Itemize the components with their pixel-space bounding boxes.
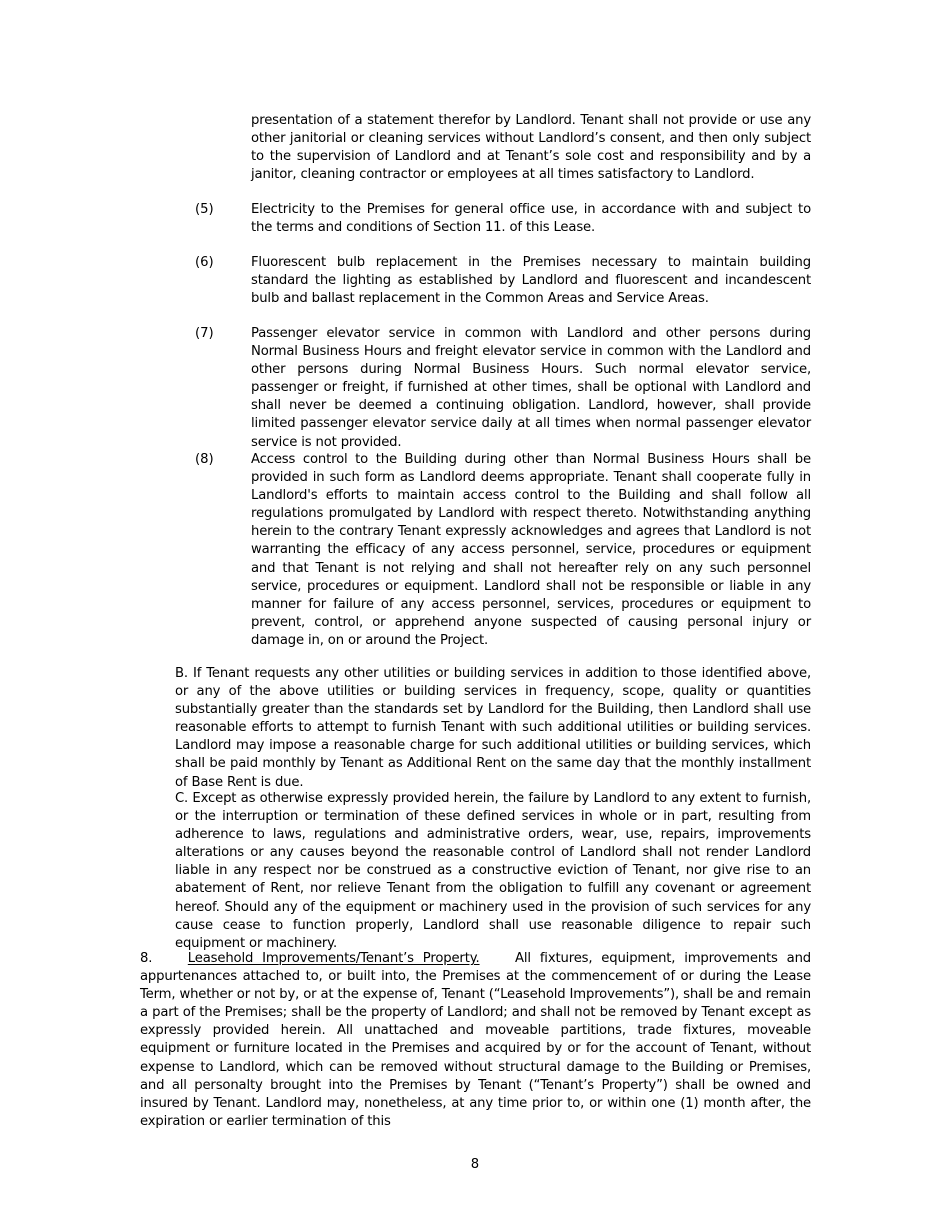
item-number: (5) (195, 202, 214, 217)
item-number: (7) (195, 326, 214, 341)
page-number: 8 (470, 1157, 480, 1172)
item-number: (6) (195, 255, 214, 270)
paragraph-b: B. If Tenant requests any other utilities or building services in addition to those identified above, or any of the above utilities or building services in frequency, scope, quality or quantities substantially greater than the standards set by Landlord for the Building, then Landlord shall use reasonable efforts to attempt to furnish Tenant with such additional utilities or building services. Landlord may impose a reasonable charge for such additional utilities or building services, which shall be paid monthly by Tenant as Additional Rent on the same day that the monthly installment of Base Rent is due. (175, 666, 811, 790)
item-text: Electricity to the Premises for general office use, in accordance with and subject to the terms and conditions of Section 11. of this Lease. (251, 202, 811, 236)
section-8 (140, 950, 811, 1131)
list-item (195, 325, 811, 452)
item-text: Fluorescent bulb replacement in the Premises necessary to maintain building standard the lighting as established by Landlord and fluorescent and incandescent bulb and ballast replacement in the Common Areas and Service Areas. (251, 255, 811, 307)
item-text: Access control to the Building during other than Normal Business Hours shall be provided in such form as Landlord deems appropriate. Tenant shall cooperate fully in Landlord's efforts to maintain access control to the Building and shall follow all regulations promulgated by Landlord with respect thereto. Notwithstanding anything herein to the contrary Tenant expressly acknowledges and agrees that Landlord is not warranting the efficacy of any access personnel, service, procedures or equipment and that Tenant is not relying and shall not hereafter rely on any such personnel service, procedures or equipment. Landlord shall not be responsible or liable in any manner for failure of any access personnel, services, procedures or equipment to prevent, control, or apprehend anyone suspected of causing personal injury or damage in, on or around the Project. (251, 452, 811, 648)
item-number: (8) (195, 452, 214, 467)
section-number: 8. (140, 951, 153, 966)
continuation-paragraph: presentation of a statement therefor by Landlord. Tenant shall not provide or use any other janitorial or cleaning services without Landlord’s consent, and then only subject to the supervision of Landlord and at Tenant’s sole cost and responsibility and by a janitor, cleaning contractor or employees at all times satisfactory to Landlord. (251, 113, 811, 183)
list-item (195, 254, 811, 308)
paragraph-c: C. Except as otherwise expressly provided herein, the failure by Landlord to any extent to furnish, or the interruption or termination of these defined services in whole or in part, resulting from adherence to laws, regulations and administrative orders, wear, use, repairs, improvements alterations or any causes beyond the reasonable control of Landlord shall not render Landlord liable in any respect nor be construed as a constructive eviction of Tenant, nor give rise to an abatement of Rent, nor relieve Tenant from the obligation to fulfill any covenant or agreement hereof. Should any of the equipment or machinery used in the provision of such services for any cause cease to function properly, Landlord shall use reasonable diligence to repair such equipment or machinery. (175, 791, 811, 951)
list-item (195, 451, 811, 650)
section-heading: Leasehold Improvements/Tenant’s Property. (187, 951, 480, 966)
list-item (195, 201, 811, 237)
section-text: All fixtures, equipment, improvements and appurtenances attached to, or built into, the Premises at the commencement of or during the Lease Term, whether or not by, or at the expense of, Tenant (“Leasehold Improvements”), shall be and remain a part of the Premises; shall be the property of Landlord; and shall not be removed by Tenant except as expressly provided herein. All unattached and moveable partitions, trade fixtures, moveable equipment or furniture located in the Premises and acquired by or for the account of Tenant, without expense to Landlord, which can be removed without structural damage to the Building or Premises, and all personalty brought into the Premises by Tenant (“Tenant’s Property”) shall be owned and insured by Tenant. Landlord may, nonetheless, at any time prior to, or within one (1) month after, the expiration or earlier termination of this (140, 951, 812, 1129)
item-text: Passenger elevator service in common with Landlord and other persons during Normal Business Hours and freight elevator service in common with the Landlord and other persons during Normal Business Hours. Such normal elevator service, passenger or freight, if furnished at other times, shall be optional with Landlord and shall never be deemed a continuing obligation. Landlord, however, shall provide limited passenger elevator service daily at all times when normal passenger elevator service is not provided. (251, 326, 811, 450)
